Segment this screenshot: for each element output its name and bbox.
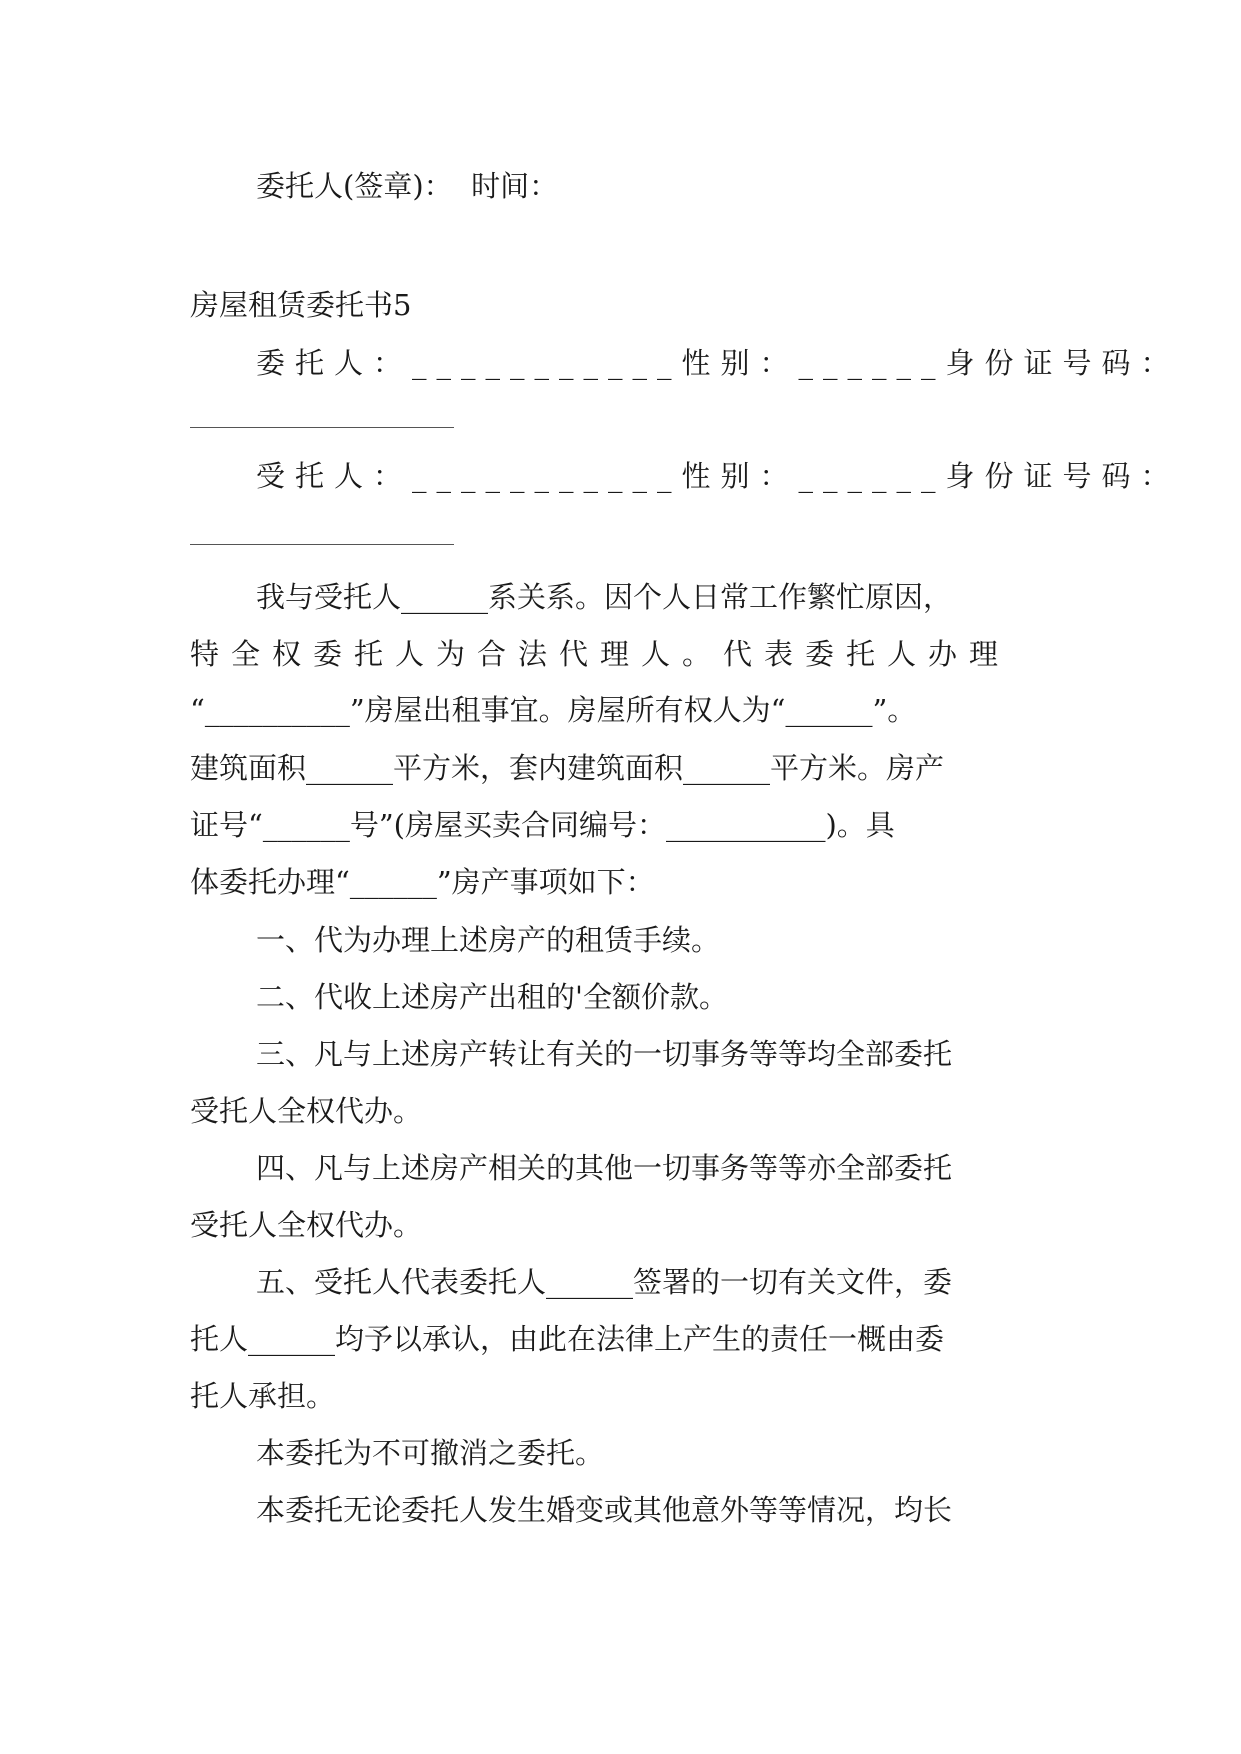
clause-item-5: 五、受托人代表委托人______签署的一切有关文件，委 <box>256 1265 953 1299</box>
clause-item-5-cont: 托人承担。 <box>190 1379 336 1413</box>
body-line: 体委托办理“______”房产事项如下： <box>190 865 655 899</box>
body-line: 本委托为不可撤消之委托。 <box>256 1436 605 1470</box>
clause-item-4-cont: 受托人全权代办。 <box>190 1208 423 1242</box>
clause-item-1: 一、代为办理上述房产的租赁手续。 <box>256 923 721 957</box>
agent-id-blank <box>190 544 454 545</box>
clause-item-4: 四、凡与上述房产相关的其他一切事务等等亦全部委托 <box>256 1151 953 1185</box>
clause-item-2: 二、代收上述房产出租的'全额价款。 <box>256 980 728 1014</box>
clause-item-3-cont: 受托人全权代办。 <box>190 1094 423 1128</box>
agent-info-line: 受托人：___________性别：______身份证号码： <box>256 459 1180 493</box>
body-line: 特全权委托人为合法代理人。代表委托人办理 <box>190 637 1011 671</box>
body-line: 建筑面积______平方米，套内建筑面积______平方米。房产 <box>190 751 945 785</box>
section-title: 房屋租赁委托书5 <box>190 288 412 322</box>
body-line: “__________”房屋出租事宜。房屋所有权人为“______”。 <box>190 693 917 727</box>
body-line: 证号“______号”(房屋买卖合同编号：___________)。具 <box>190 808 895 842</box>
body-line: 我与受托人______系关系。因个人日常工作繁忙原因， <box>256 580 953 614</box>
body-line: 本委托无论委托人发生婚变或其他意外等等情况，均长 <box>256 1493 953 1527</box>
clause-item-5-cont: 托人______均予以承认，由此在法律上产生的责任一概由委 <box>190 1322 945 1356</box>
principal-id-blank <box>190 427 454 428</box>
signature-line: 委托人(签章)： 时间： <box>256 169 559 203</box>
principal-info-line: 委托人：___________性别：______身份证号码： <box>256 346 1180 380</box>
clause-item-3: 三、凡与上述房产转让有关的一切事务等等均全部委托 <box>256 1037 953 1071</box>
